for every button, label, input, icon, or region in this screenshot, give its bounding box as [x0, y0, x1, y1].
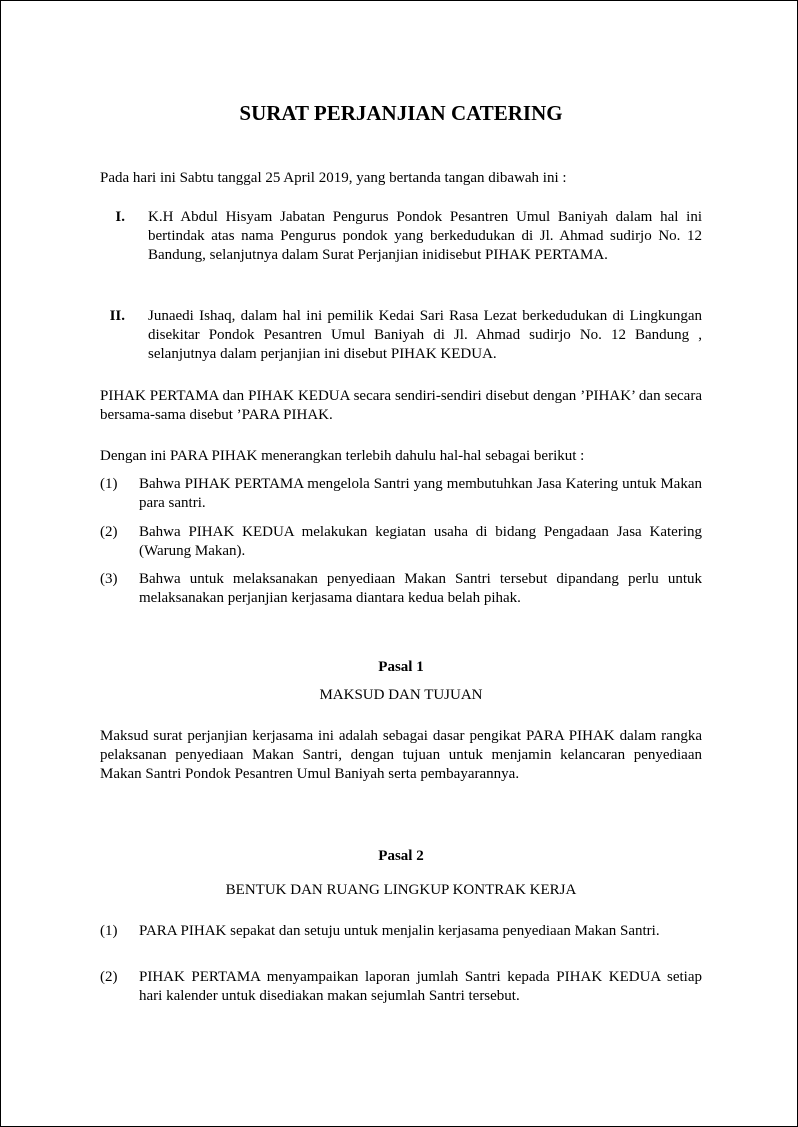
definition-paragraph: PIHAK PERTAMA dan PIHAK KEDUA secara sendiri-sendiri disebut dengan ’PIHAK’ dan secara bersama-sama disebut ’PARA PIHAK. — [100, 388, 702, 423]
preamble-text: Bahwa PIHAK KEDUA melakukan kegiatan usaha di bidang Pengadaan Jasa Katering (Warung Makan). — [139, 524, 702, 559]
pasal2-heading: Pasal 2 — [378, 848, 424, 864]
pasal1-heading: Pasal 1 — [378, 659, 424, 675]
preamble-number: (1) — [100, 476, 118, 492]
preamble-item — [100, 523, 702, 561]
party-text: Junaedi Ishaq, dalam hal ini pemilik Kedai Sari Rasa Lezat berkedudukan di Lingkungan disekitar Pondok Pesantren Umul Baniyah di Jl. Ahmad sudirjo No. 12 Bandung , selanjutnya dalam perjanjian ini disebut PIHAK KEDUA. — [148, 308, 702, 362]
preamble-number: (2) — [100, 524, 118, 540]
opening-paragraph: Pada hari ini Sabtu tanggal 25 April 2019, yang bertanda tangan dibawah ini : — [100, 170, 567, 186]
party-text: K.H Abdul Hisyam Jabatan Pengurus Pondok Pesantren Umul Baniyah dalam hal ini bertindak atas nama Pengurus pondok yang berkedudukan di Jl. Ahmad sudirjo No. 12 Bandung, selanjutnya dalam Surat Perjanjian inidisebut PIHAK PERTAMA. — [148, 209, 702, 263]
preamble-item — [100, 475, 702, 513]
party-item — [100, 208, 702, 265]
pasal2-text: PARA PIHAK sepakat dan setuju untuk menjalin kerjasama penyediaan Makan Santri. — [139, 923, 660, 939]
preamble-item — [100, 570, 702, 608]
pasal2-item — [100, 968, 702, 1006]
party-item — [100, 307, 702, 364]
pasal2-number: (2) — [100, 969, 118, 985]
document-title: SURAT PERJANJIAN CATERING — [239, 101, 563, 125]
pasal1-body: Maksud surat perjanjian kerjasama ini adalah sebagai dasar pengikat PARA PIHAK dalam rangka pelaksanan penyediaan Makan Santri, dengan tujuan untuk menjamin kelancaran penyediaan Makan Santri Pondok Pesantren Umul Baniyah serta pembayarannya. — [100, 728, 702, 782]
preamble-text: Bahwa PIHAK PERTAMA mengelola Santri yang membutuhkan Jasa Katering untuk Makan para santri. — [139, 476, 702, 511]
pasal2-number: (1) — [100, 923, 118, 939]
party-number: I. — [115, 209, 125, 225]
pasal2-text: PIHAK PERTAMA menyampaikan laporan jumlah Santri kepada PIHAK KEDUA setiap hari kalender untuk disediakan makan sejumlah Santri tersebut. — [139, 969, 702, 1004]
preamble-number: (3) — [100, 571, 118, 587]
preamble-intro: Dengan ini PARA PIHAK menerangkan terlebih dahulu hal-hal sebagai berikut : — [100, 448, 585, 464]
preamble-text: Bahwa untuk melaksanakan penyediaan Makan Santri tersebut dipandang perlu untuk melaksanakan perjanjian kerjasama diantara kedua belah pihak. — [139, 571, 702, 606]
pasal1-subheading: MAKSUD DAN TUJUAN — [319, 687, 483, 703]
pasal2-subheading: BENTUK DAN RUANG LINGKUP KONTRAK KERJA — [225, 882, 577, 898]
party-number: II. — [109, 308, 125, 324]
pasal2-item — [100, 922, 702, 941]
